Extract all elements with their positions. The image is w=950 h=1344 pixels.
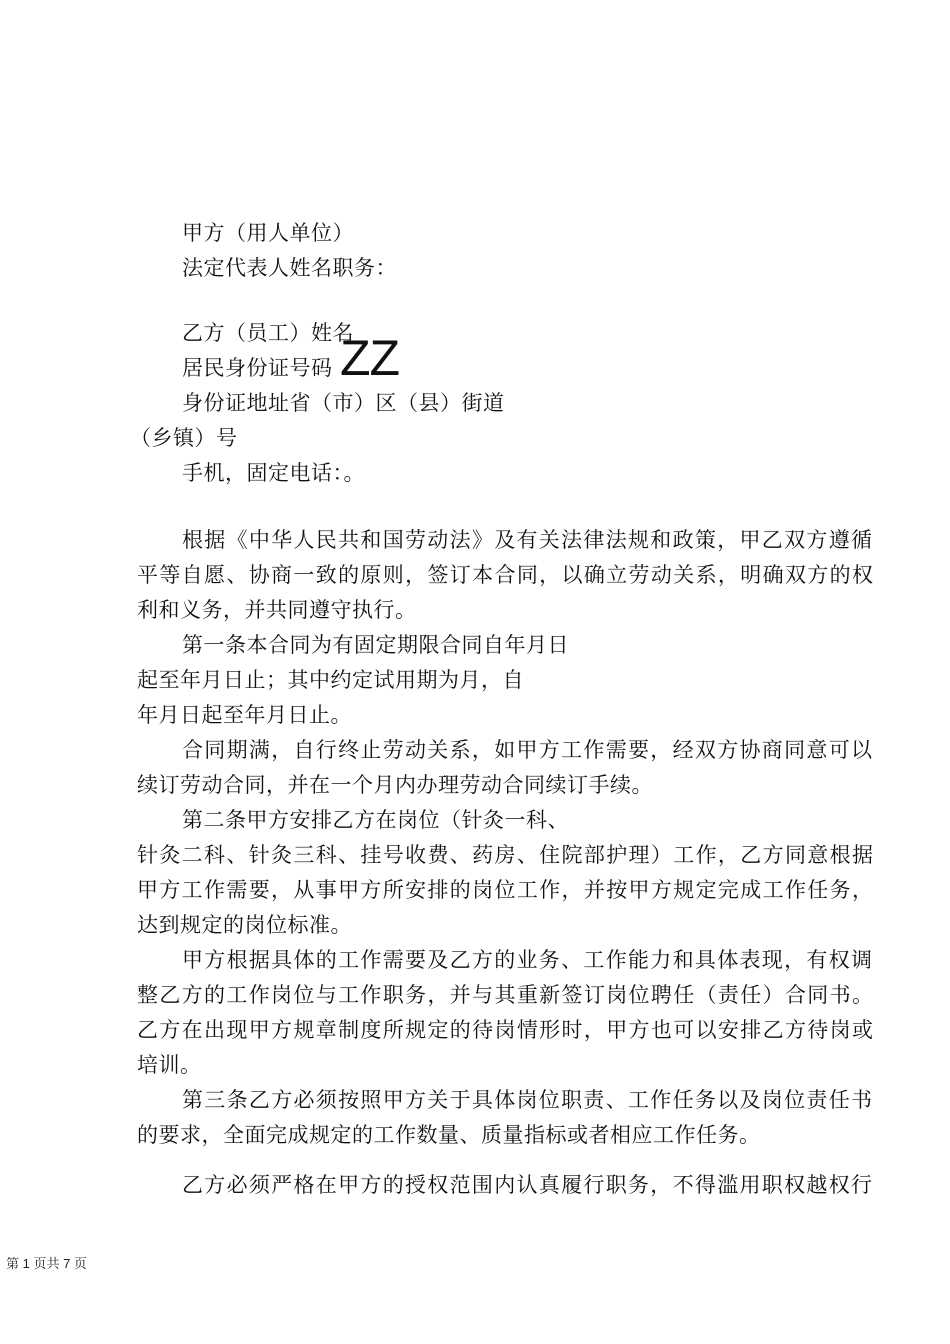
renewal-paragraph-line-2: 续订劳动合同，并在一个月内办理劳动合同续订手续。 bbox=[137, 773, 653, 797]
article-2-line-3: 甲方工作需要，从事甲方所安排的岗位工作，并按甲方规定完成工作任务， bbox=[137, 878, 873, 902]
paragraph-intro-line-2: 平等自愿、协商一致的原则，签订本合同，以确立劳动关系，明确双方的权 bbox=[137, 563, 873, 587]
legal-representative-line: 法定代表人姓名职务： bbox=[182, 256, 397, 280]
article-1-line-2: 起至年月日止；其中约定试用期为月，自 bbox=[137, 668, 524, 692]
authority-paragraph-line-1: 乙方必须严格在甲方的授权范围内认真履行职务，不得滥用职权越权行 bbox=[182, 1173, 872, 1197]
id-address-line-1: 身份证地址省（市）区（县）街道 bbox=[182, 391, 505, 415]
party-b-name-line: 乙方（员工）姓名 bbox=[182, 321, 354, 345]
party-a-line: 甲方（用人单位） bbox=[182, 221, 354, 245]
article-3-line-1: 第三条乙方必须按照甲方关于具体岗位职责、工作任务以及岗位责任书 bbox=[182, 1088, 872, 1112]
article-1-line-3: 年月日起至年月日止。 bbox=[137, 703, 352, 727]
article-2-line-4: 达到规定的岗位标准。 bbox=[137, 913, 352, 937]
renewal-paragraph-line-1: 合同期满，自行终止劳动关系，如甲方工作需要，经双方协商同意可以 bbox=[182, 738, 872, 762]
adjustment-paragraph-line-2: 整乙方的工作岗位与工作职务，并与其重新签订岗位聘任（责任）合同书。 bbox=[137, 983, 873, 1007]
article-1-line-1: 第一条本合同为有固定期限合同自年月日 bbox=[182, 633, 569, 657]
paragraph-intro-line-1: 根据《中华人民共和国劳动法》及有关法律法规和政策，甲乙双方遵循 bbox=[182, 528, 872, 552]
id-address-line-2: （乡镇）号 bbox=[130, 426, 238, 450]
page-number: 第 1 页共 7 页 bbox=[6, 1256, 87, 1271]
adjustment-paragraph-line-4: 培训。 bbox=[137, 1053, 202, 1077]
paragraph-intro-line-3: 利和义务，并共同遵守执行。 bbox=[137, 598, 417, 622]
article-2-line-2: 针灸二科、针灸三科、挂号收费、药房、住院部护理）工作，乙方同意根据 bbox=[137, 843, 873, 867]
article-2-line-1: 第二条甲方安排乙方在岗位（针灸一科、 bbox=[182, 808, 569, 832]
adjustment-paragraph-line-3: 乙方在出现甲方规章制度所规定的待岗情形时，甲方也可以安排乙方待岗或 bbox=[137, 1018, 873, 1042]
handwritten-name: ZZ bbox=[340, 330, 400, 386]
adjustment-paragraph-line-1: 甲方根据具体的工作需要及乙方的业务、工作能力和具体表现，有权调 bbox=[182, 948, 872, 972]
id-number-line: 居民身份证号码 bbox=[182, 356, 333, 380]
phone-line: 手机，固定电话：。 bbox=[182, 461, 365, 485]
article-3-line-2: 的要求，全面完成规定的工作数量、质量指标或者相应工作任务。 bbox=[137, 1123, 761, 1147]
